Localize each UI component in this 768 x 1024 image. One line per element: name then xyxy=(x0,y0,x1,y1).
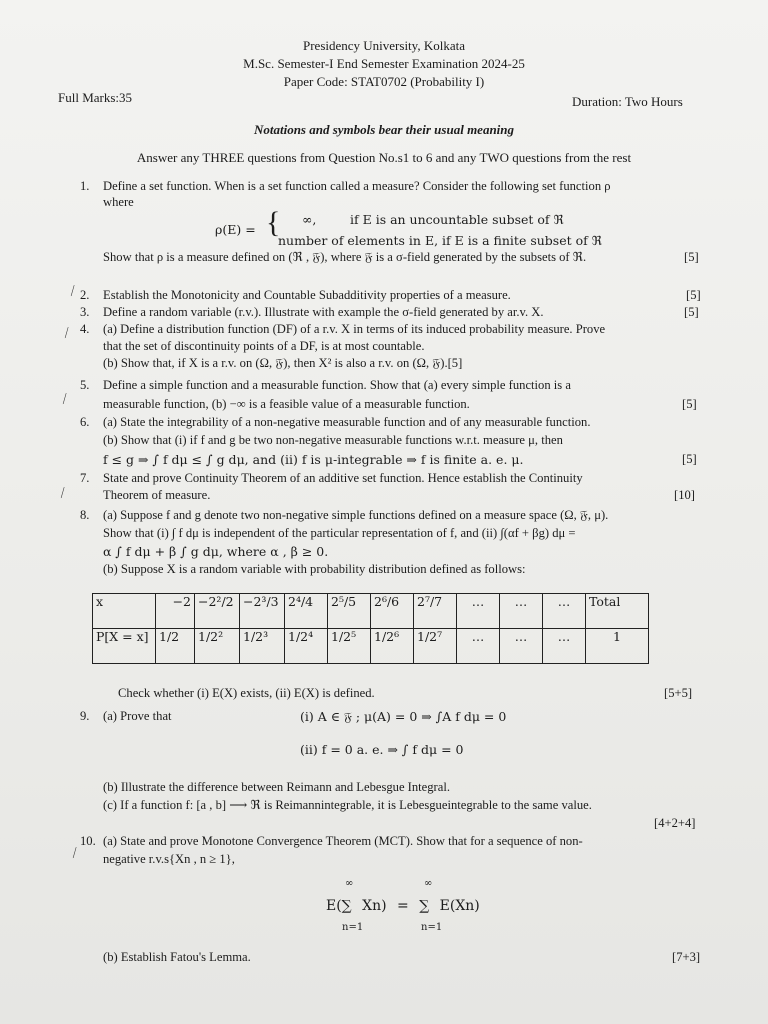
q6-line3: f ≤ g ⇒ ∫ f dμ ≤ ∫ g dμ, and (ii) f is μ-integrable ⇒ f is finite a. e. μ. xyxy=(103,452,524,467)
instructions: Answer any THREE questions from Question No.s1 to 6 and any TWO questions from the rest xyxy=(136,150,632,165)
q2-marks: [5] xyxy=(686,288,701,302)
table-row xyxy=(93,594,649,629)
q10-line3: (b) Establish Fatou's Lemma. xyxy=(103,950,251,964)
table-cell: −2³/3 xyxy=(240,594,285,629)
table-cell: 2⁵/5 xyxy=(328,594,371,629)
q1-case1-val: ∞, xyxy=(302,212,317,227)
table-cell: 2⁴/4 xyxy=(285,594,328,629)
table-cell: 1/2⁶ xyxy=(371,629,414,664)
q4-line2: that the set of discontinuity points of a DF, is at most countable. xyxy=(103,339,425,353)
table-cell: x xyxy=(93,594,156,629)
q4-line1: (a) Define a distribution function (DF) of a r.v. X in terms of its induced probability measure. Prove xyxy=(103,322,606,336)
check-mark-icon: ⁄ xyxy=(61,392,69,407)
table-cell: 1/2⁷ xyxy=(414,629,457,664)
q5-number: 5. xyxy=(80,378,90,392)
check-mark-icon: ⁄ xyxy=(59,486,67,501)
table-cell: 2⁷/7 xyxy=(414,594,457,629)
q10-marks: [7+3] xyxy=(672,950,701,964)
q5-marks: [5] xyxy=(682,397,697,411)
table-cell: 1/2 xyxy=(156,629,195,664)
table-row xyxy=(93,629,649,664)
q8-number: 8. xyxy=(80,508,90,522)
q9-eq1: (i) A ∈ 𝔉 ; μ(A) = 0 ⇒ ∫A f dμ = 0 xyxy=(300,709,507,724)
q8-check: Check whether (i) E(X) exists, (ii) E(X) is defined. xyxy=(118,686,375,700)
q1-number: 1. xyxy=(80,179,90,193)
q9-line2: (b) Illustrate the difference between Reimann and Lebesgue Integral. xyxy=(103,780,450,794)
q1-brace: { xyxy=(266,206,281,239)
table-cell: −2²/2 xyxy=(195,594,240,629)
university-name: Presidency University, Kolkata xyxy=(303,38,465,53)
table-cell: 1/2³ xyxy=(240,629,285,664)
duration: Duration: Two Hours xyxy=(572,94,683,109)
q5-line2: measurable function, (b) −∞ is a feasible value of a measurable function. xyxy=(103,397,470,411)
q9-number: 9. xyxy=(80,709,90,723)
q6-line1: (a) State the integrability of a non-negative measurable function and of any measurable function. xyxy=(103,415,591,429)
table-cell: … xyxy=(457,629,500,664)
q4-number: 4. xyxy=(80,322,90,336)
q1-case1-cond: if E is an uncountable subset of ℜ xyxy=(350,212,564,227)
exam-title: M.Sc. Semester-I End Semester Examination 2024-25 xyxy=(243,56,525,71)
q10-sum-top-2: ∞ xyxy=(424,878,433,889)
q2-text: Establish the Monotonicity and Countable Subadditivity properties of a measure. xyxy=(103,288,511,302)
check-mark-icon: ⁄ xyxy=(69,284,77,299)
table-cell: … xyxy=(500,594,543,629)
q7-number: 7. xyxy=(80,471,90,485)
q7-line1: State and prove Continuity Theorem of an additive set function. Hence establish the Continuity xyxy=(103,471,583,485)
q8-line1: (a) Suppose f and g denote two non-negative simple functions defined on a measure space (Ω, 𝔉, μ). xyxy=(103,508,609,522)
q10-sum-top-1: ∞ xyxy=(345,878,354,889)
q3-number: 3. xyxy=(80,305,90,319)
q10-sum-bottom-2: n=1 xyxy=(421,922,443,933)
table-cell: Total xyxy=(586,594,649,629)
q10-number: 10. xyxy=(80,834,96,848)
q9-marks: [4+2+4] xyxy=(654,816,696,830)
q8-marks: [5+5] xyxy=(664,686,693,700)
q1-line3: Show that ρ is a measure defined on (ℜ , 𝔉), where 𝔉 is a σ-field generated by the subsets of ℜ. xyxy=(103,250,587,264)
check-mark-icon: ⁄ xyxy=(71,846,79,861)
q6-line2: (b) Show that (i) if f and g be two non-negative measurable functions w.r.t. measure μ, then xyxy=(103,433,563,447)
table-cell: 1/2⁴ xyxy=(285,629,328,664)
q10-line1: (a) State and prove Monotone Convergence Theorem (MCT). Show that for a sequence of non- xyxy=(103,834,583,848)
check-mark-icon: ⁄ xyxy=(63,326,71,341)
q5-line1: Define a simple function and a measurable function. Show that (a) every simple function is a xyxy=(103,378,571,392)
table-cell: … xyxy=(457,594,500,629)
q8-line2: Show that (i) ∫ f dμ is independent of the particular representation of f, and (ii) ∫(αf + βg) dμ = xyxy=(103,526,576,540)
table-cell: −2 xyxy=(156,594,195,629)
q7-line2: Theorem of measure. xyxy=(103,488,211,502)
q10-eq: E(∑ Xn) = ∑ E(Xn) xyxy=(326,898,480,914)
table-cell: 1/2² xyxy=(195,629,240,664)
table-cell: 1 xyxy=(586,629,649,664)
q10-sum-bottom-1: n=1 xyxy=(342,922,364,933)
q2-number: 2. xyxy=(80,288,90,302)
q7-marks: [10] xyxy=(674,488,695,502)
notation-note: Notations and symbols bear their usual meaning xyxy=(253,122,515,137)
probability-distribution-table xyxy=(92,593,649,664)
q8-line4: (b) Suppose X is a random variable with probability distribution defined as follows: xyxy=(103,562,526,576)
q1-lhs: ρ(E) = xyxy=(215,222,256,237)
q9-eq2: (ii) f = 0 a. e. ⇒ ∫ f dμ = 0 xyxy=(300,742,464,757)
q6-marks: [5] xyxy=(682,452,697,466)
q4-line3: (b) Show that, if X is a r.v. on (Ω, 𝔉), then X² is also a r.v. on (Ω, 𝔉).[5] xyxy=(103,356,463,370)
q1-case2: number of elements in E, if E is a finite subset of ℜ xyxy=(278,233,602,248)
table-cell: … xyxy=(543,594,586,629)
q10-line2: negative r.v.s{Xn , n ≥ 1}, xyxy=(103,852,235,866)
q1-line2: where xyxy=(103,195,134,209)
q8-line3: α ∫ f dμ + β ∫ g dμ, where α , β ≥ 0. xyxy=(103,544,329,559)
q9-line3: (c) If a function f: [a , b] ⟶ ℜ is Reimannintegrable, it is Lebesgueintegrable to the same value. xyxy=(103,798,592,812)
full-marks: Full Marks:35 xyxy=(58,90,133,105)
q3-text: Define a random variable (r.v.). Illustrate with example the σ-field generated by ar.v. X. xyxy=(103,305,544,319)
table-cell: P[X = x] xyxy=(93,629,156,664)
q1-line1: Define a set function. When is a set function called a measure? Consider the following set function ρ xyxy=(103,179,611,193)
paper-code: Paper Code: STAT0702 (Probability I) xyxy=(283,74,485,89)
table-cell: … xyxy=(543,629,586,664)
q6-number: 6. xyxy=(80,415,90,429)
table-cell: 1/2⁵ xyxy=(328,629,371,664)
table-cell: … xyxy=(500,629,543,664)
q1-marks: [5] xyxy=(684,250,699,264)
q3-marks: [5] xyxy=(684,305,699,319)
q9-line1: (a) Prove that xyxy=(103,709,172,723)
table-cell: 2⁶/6 xyxy=(371,594,414,629)
